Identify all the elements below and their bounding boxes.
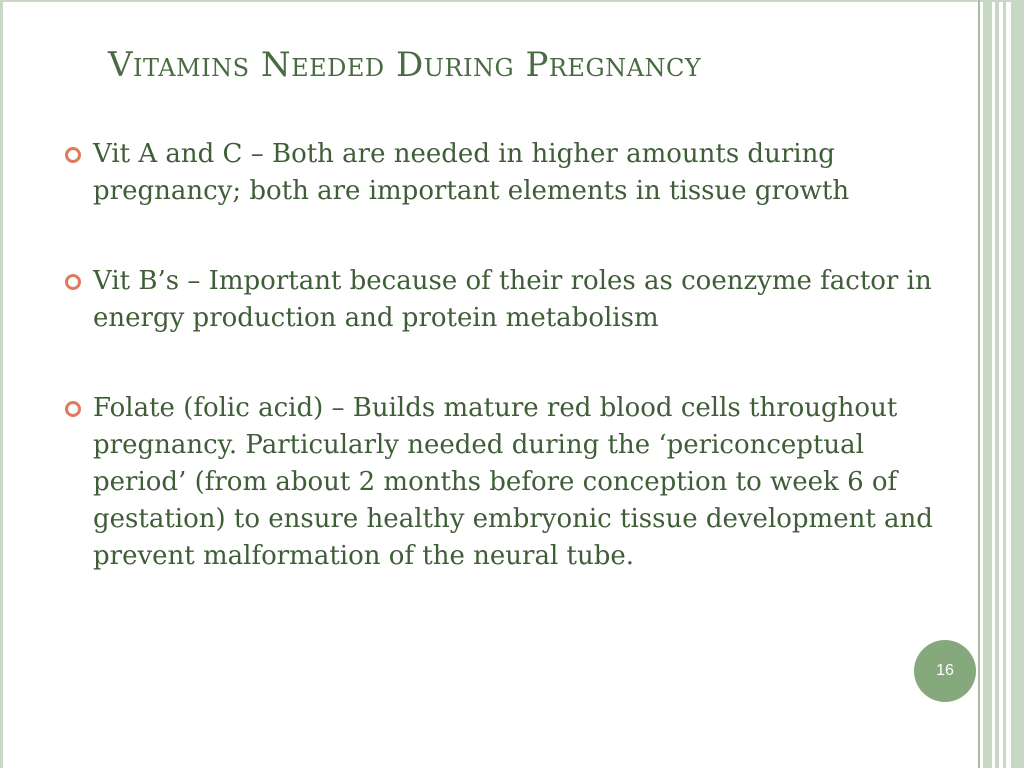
slide-title: Vitamins Needed During Pregnancy <box>108 45 702 85</box>
ring-bullet-icon <box>65 401 81 417</box>
decorative-stripe <box>1003 0 1006 768</box>
decorative-stripe <box>995 0 999 768</box>
bullet-text: Vit A and C – Both are needed in higher amounts during pregnancy; both are important elements in tissue growth <box>93 139 850 206</box>
bullet-item-vitamin-b <box>65 263 965 337</box>
decorative-stripe <box>978 0 980 768</box>
page-number-badge <box>914 640 976 702</box>
bullet-text: Vit B’s – Important because of their roles as coenzyme factor in energy production and protein metabolism <box>93 266 932 333</box>
ring-bullet-icon <box>65 274 81 290</box>
decorative-stripe <box>983 0 992 768</box>
page-number: 16 <box>936 662 954 679</box>
decorative-stripe <box>1011 0 1024 768</box>
slide-frame-top <box>0 0 1024 2</box>
bullet-item-folate <box>65 390 965 575</box>
bullet-item-vitamin-a-c <box>65 136 965 210</box>
ring-bullet-icon <box>65 147 81 163</box>
bullet-list <box>65 136 965 575</box>
bullet-text: Folate (folic acid) – Builds mature red blood cells throughout pregnancy. Particularly needed during the ‘periconceptual period’ (from about 2 months before conception to week 6 of gestation) to ensure healthy embryonic tissue development and prevent malformation of the neural tube. <box>93 393 933 571</box>
slide-frame-left <box>0 0 3 768</box>
